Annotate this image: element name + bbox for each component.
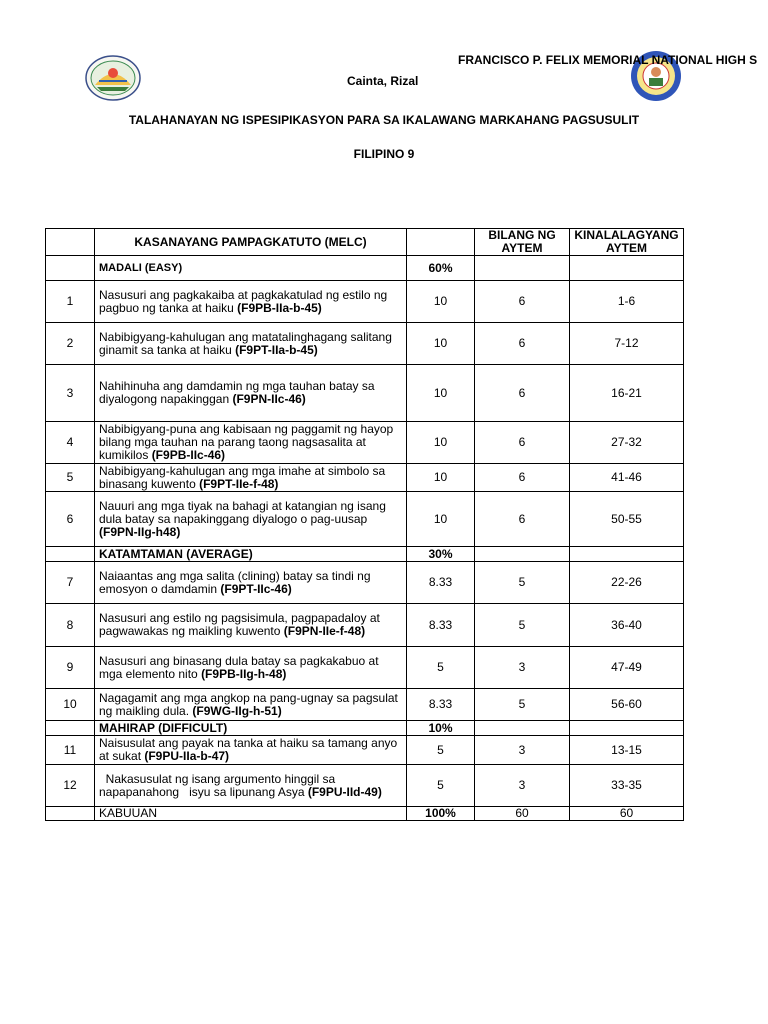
total-percent: 100%	[407, 807, 475, 821]
competency-code: (F9PN-IIc-46)	[232, 392, 306, 406]
row-number: 4	[46, 422, 95, 464]
weight-value: 5	[407, 736, 475, 765]
weight-value: 8.33	[407, 604, 475, 647]
competency-text: Nakasusulat ng isang argumento hinggil sa napapanahong isyu sa lipunang Asya (F9PU-IId-49)	[95, 765, 407, 807]
table-header-row	[46, 229, 684, 256]
competency-text: Nahihinuha ang damdamin ng mga tauhan batay sa diyalogong napakinggan (F9PN-IIc-46)	[95, 365, 407, 422]
weight-value: 10	[407, 464, 475, 492]
document-title: TALAHANAYAN NG ISPESIPIKASYON PARA SA IKALAWANG MARKAHANG PAGSUSULIT	[128, 113, 640, 127]
item-position: 50-55	[570, 492, 684, 547]
category-percent: 10%	[407, 721, 475, 736]
item-position: 13-15	[570, 736, 684, 765]
item-position: 16-21	[570, 365, 684, 422]
competency-code: (F9WG-IIg-h-51)	[192, 703, 282, 718]
weight-value: 10	[407, 281, 475, 323]
weight-value: 10	[407, 365, 475, 422]
row-number: 8	[46, 604, 95, 647]
table-row	[46, 689, 684, 721]
school-location: Cainta, Rizal	[347, 74, 419, 88]
table-row	[46, 765, 684, 807]
total-row	[46, 807, 684, 821]
item-position: 41-46	[570, 464, 684, 492]
row-number: 5	[46, 464, 95, 492]
item-count: 6	[475, 323, 570, 365]
category-label: MAHIRAP (DIFFICULT)	[95, 721, 407, 736]
item-count: 6	[475, 422, 570, 464]
competency-text: Nabibigyang-kahulugan ang mga imahe at simbolo sa binasang kuwento (F9PT-IIe-f-48)	[95, 464, 407, 492]
row-number: 12	[46, 765, 95, 807]
competency-code: (F9PB-IIc-46)	[151, 448, 226, 462]
total-items: 60	[475, 807, 570, 821]
header-kinalalagyan: KINALALAGYANG AYTEM	[570, 229, 684, 256]
competency-code: (F9PU-IIa-b-47)	[144, 749, 230, 763]
weight-value: 10	[407, 492, 475, 547]
table-row	[46, 492, 684, 547]
category-label: MADALI (EASY)	[95, 256, 407, 281]
item-count: 5	[475, 689, 570, 721]
competency-code: (F9PT-IIc-46)	[220, 581, 292, 596]
item-position: 27-32	[570, 422, 684, 464]
item-position: 56-60	[570, 689, 684, 721]
competency-text: Nasusuri ang binasang dula batay sa pagkakabuo at mga elemento nito (F9PB-IIg-h-48)	[95, 647, 407, 689]
item-count: 6	[475, 464, 570, 492]
competency-code: (F9PU-IId-49)	[307, 784, 382, 799]
school-name: FRANCISCO P. FELIX MEMORIAL NATIONAL HIGH S	[458, 53, 758, 67]
table-row	[46, 464, 684, 492]
item-count: 3	[475, 736, 570, 765]
item-position: 47-49	[570, 647, 684, 689]
competency-code: (F9PN-IIg-h48)	[99, 524, 181, 539]
item-position: 1-6	[570, 281, 684, 323]
specification-table	[45, 228, 684, 821]
competency-code: (F9PN-IIe-f-48)	[283, 624, 366, 638]
header-bilang: BILANG NG AYTEM	[475, 229, 570, 256]
row-number: 9	[46, 647, 95, 689]
competency-code: (F9PT-IIa-b-45)	[235, 342, 318, 357]
header-empty-cell	[46, 229, 95, 256]
competency-text: Nasusuri ang pagkakaiba at pagkakatulad ng estilo ng pagbuo ng tanka at haiku (F9PB-IIa-b-45)	[95, 281, 407, 323]
row-number: 3	[46, 365, 95, 422]
total-label: KABUUAN	[95, 807, 407, 821]
table-row	[46, 562, 684, 604]
item-count: 6	[475, 365, 570, 422]
item-position: 36-40	[570, 604, 684, 647]
item-position: 7-12	[570, 323, 684, 365]
weight-value: 8.33	[407, 689, 475, 721]
item-count: 6	[475, 492, 570, 547]
row-number: 7	[46, 562, 95, 604]
row-number: 11	[46, 736, 95, 765]
competency-text: Naiaantas ang mga salita (clining) batay sa tindi ng emosyon o damdamin (F9PT-IIc-46)	[95, 562, 407, 604]
table-row	[46, 365, 684, 422]
table-row	[46, 736, 684, 765]
item-position: 22-26	[570, 562, 684, 604]
category-row	[46, 547, 684, 562]
row-number: 2	[46, 323, 95, 365]
weight-value: 10	[407, 323, 475, 365]
row-number: 10	[46, 689, 95, 721]
table-row	[46, 604, 684, 647]
category-percent: 30%	[407, 547, 475, 562]
weight-value: 5	[407, 647, 475, 689]
weight-value: 5	[407, 765, 475, 807]
header-weight-cell	[407, 229, 475, 256]
table-row	[46, 323, 684, 365]
competency-text: Nasusuri ang estilo ng pagsisimula, pagpapadaloy at pagwawakas ng maikling kuwento (F9PN-IIe-f-48)	[95, 604, 407, 647]
competency-code: (F9PB-IIa-b-45)	[237, 300, 322, 315]
competency-code: (F9PB-IIg-h-48)	[201, 666, 287, 681]
item-count: 6	[475, 281, 570, 323]
competency-code: (F9PT-IIe-f-48)	[199, 476, 279, 491]
weight-value: 10	[407, 422, 475, 464]
table-row	[46, 422, 684, 464]
competency-text: Nauuri ang mga tiyak na bahagi at katangian ng isang dula batay sa napakinggang diyalogo o pag-uusap (F9PN-IIg-h48)	[95, 492, 407, 547]
item-position: 33-35	[570, 765, 684, 807]
item-count: 5	[475, 562, 570, 604]
item-count: 3	[475, 647, 570, 689]
subject-title: FILIPINO 9	[353, 147, 415, 161]
table-row	[46, 281, 684, 323]
row-number: 1	[46, 281, 95, 323]
weight-value: 8.33	[407, 562, 475, 604]
deped-logo	[85, 55, 141, 101]
item-count: 5	[475, 604, 570, 647]
competency-text: Nabibigyang-kahulugan ang matatalinghagang salitang ginamit sa tanka at haiku (F9PT-IIa-b-45)	[95, 323, 407, 365]
total-position: 60	[570, 807, 684, 821]
competency-text: Nabibigyang-puna ang kabisaan ng paggamit ng hayop bilang mga tauhan na parang taong nagsasalita at kumikilos (F9PB-IIc-46)	[95, 422, 407, 464]
row-number: 6	[46, 492, 95, 547]
competency-text: Nagagamit ang mga angkop na pang-ugnay sa pagsulat ng maikling dula. (F9WG-IIg-h-51)	[95, 689, 407, 721]
competency-text: Naisusulat ang payak na tanka at haiku sa tamang anyo at sukat (F9PU-IIa-b-47)	[95, 736, 407, 765]
item-count: 3	[475, 765, 570, 807]
table-row	[46, 647, 684, 689]
header-melc: KASANAYANG PAMPAGKATUTO (MELC)	[95, 229, 407, 256]
category-row	[46, 721, 684, 736]
category-row	[46, 256, 684, 281]
category-percent: 60%	[407, 256, 475, 281]
category-label: KATAMTAMAN (AVERAGE)	[95, 547, 407, 562]
